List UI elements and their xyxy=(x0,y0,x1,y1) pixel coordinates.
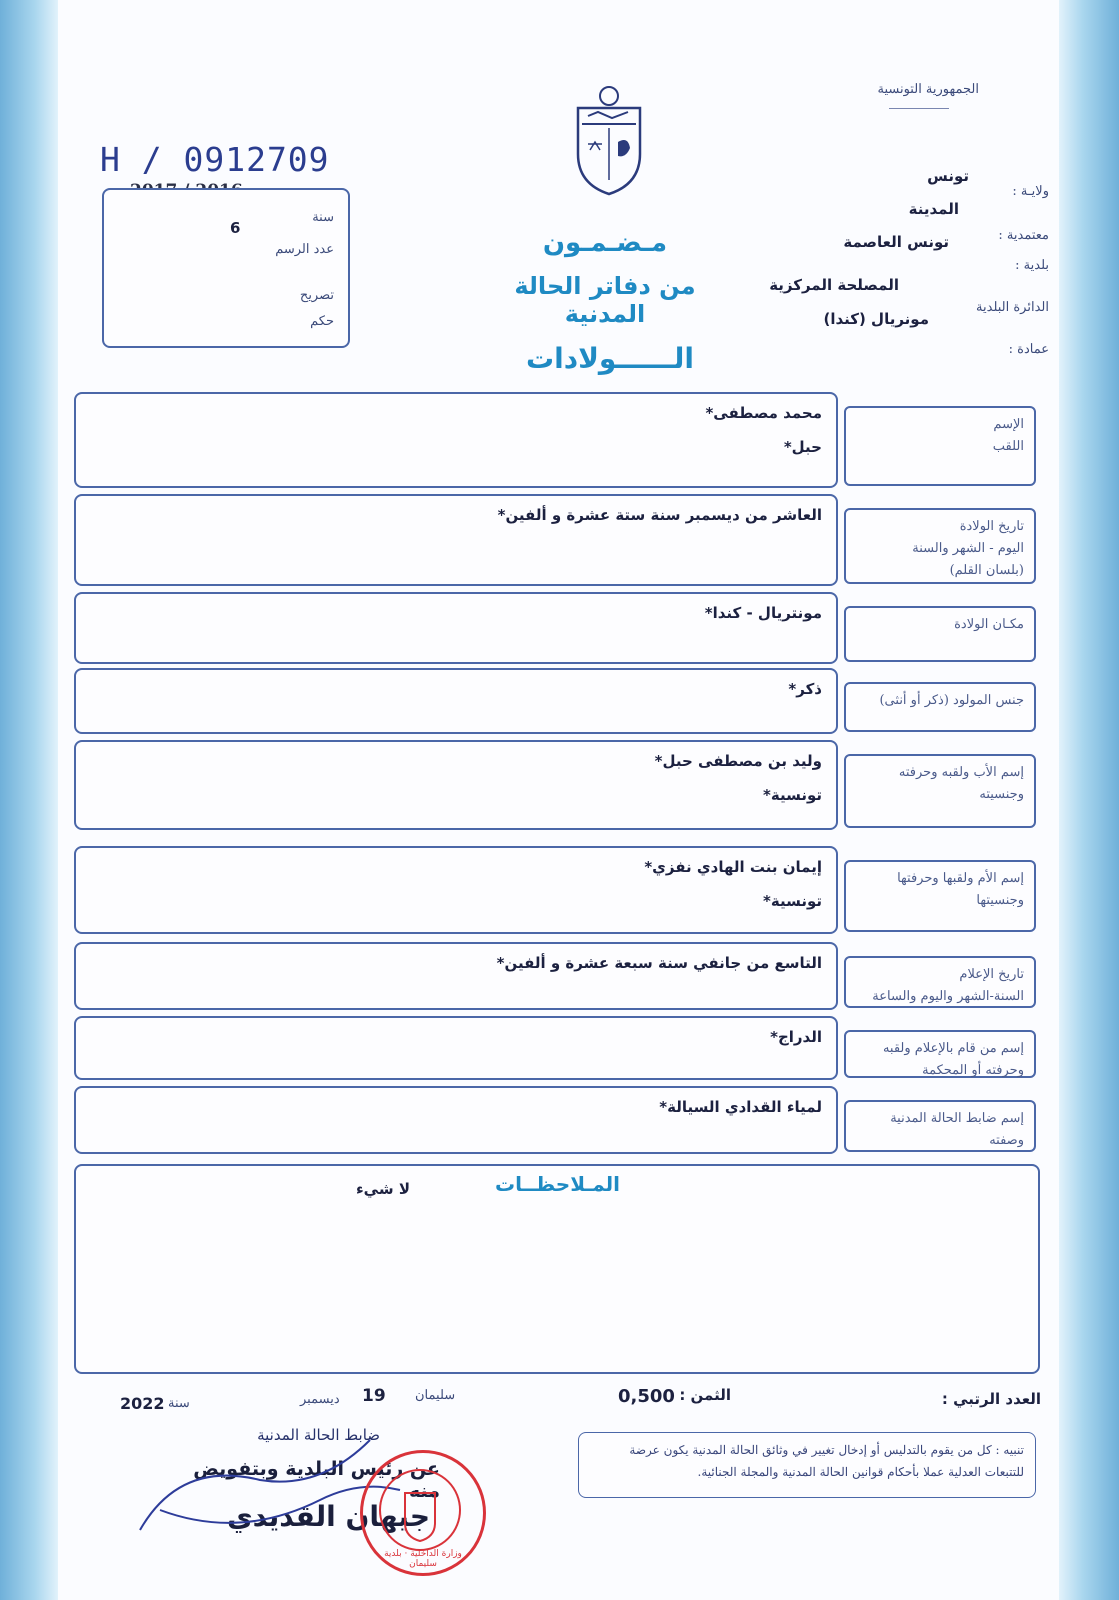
day-value: 19 xyxy=(362,1386,386,1406)
document-title-line1: مـضـمـون xyxy=(542,228,668,258)
row-value-box xyxy=(74,1086,838,1154)
row-value-text: العاشر من ديسمبر سنة ستة عشرة و ألفين* xyxy=(497,506,822,524)
state-value: تونس xyxy=(927,167,969,185)
row-value-text: إيمان بنت الهادي نفزي* xyxy=(644,858,822,876)
row-value-box xyxy=(74,592,838,664)
count-value: 6 xyxy=(230,219,241,237)
births-section-title: الــــــولادات xyxy=(525,342,695,375)
place-value: سليمان xyxy=(415,1388,456,1403)
row-label: مكـان الولادة xyxy=(844,606,1036,662)
tunisia-coat-of-arms-icon xyxy=(572,84,646,196)
municipality-label: بلدية : xyxy=(1015,258,1049,273)
year-value: 2022 xyxy=(120,1394,165,1413)
delegation-value: تونس العاصمة xyxy=(843,233,949,251)
district-label: الدائرة البلدية xyxy=(976,300,1049,315)
official-stamp xyxy=(360,1450,486,1576)
row-label: إسم ضابط الحالة المدنية وصفته xyxy=(844,1100,1036,1152)
row-value-text: لمياء القدادي السيالة* xyxy=(659,1098,822,1116)
signature-title: ضابط الحالة المدنية xyxy=(257,1426,380,1444)
row-value-text: مونتريال - كندا* xyxy=(704,604,822,622)
republic-label: الجمهورية التونسية xyxy=(877,82,979,97)
row-value-box xyxy=(74,942,838,1010)
row-value-text: حبل* xyxy=(783,438,822,456)
row-value-box xyxy=(74,668,838,734)
header-divider xyxy=(889,108,949,109)
month-value: ديسمبر xyxy=(300,1392,340,1407)
delegation-label: معتمدية : xyxy=(998,228,1049,243)
signature-name: جيهان القديدي xyxy=(226,1500,430,1533)
price-value: 0,500 xyxy=(618,1386,675,1407)
row-value-text: وليد بن مصطفى حبل* xyxy=(654,752,822,770)
count-label: عدد الرسم xyxy=(275,242,334,257)
row-label: تاريخ الإعلام السنة-الشهر واليوم والساعة xyxy=(844,956,1036,1008)
stamp-text: وزارة الداخلية · بلدية سليمان xyxy=(384,1549,462,1569)
judgment-label: حكم xyxy=(310,314,334,329)
signature-delegation: عن رئيس البلدية وبتفويض منه xyxy=(193,1458,440,1502)
omada-label: عمادة : xyxy=(1008,342,1049,357)
document-title-line2: من دفاتر الحالة المدنية xyxy=(514,272,696,328)
serial-number: H / 0912709 xyxy=(100,140,330,179)
year-label-footer: سنة xyxy=(168,1396,190,1411)
district-value: مونريال (كندا) xyxy=(823,310,929,328)
row-label: إسم الأم ولقبها وحرفتها وجنسيتها xyxy=(844,860,1036,932)
year-label: سنة xyxy=(312,210,334,225)
remarks-value: لا شيء xyxy=(356,1180,410,1198)
row-label: جنس المولود (ذكر أو أنثى) xyxy=(844,682,1036,732)
order-number-label: العدد الرتبي : xyxy=(941,1390,1041,1408)
state-label: ولايـة : xyxy=(1012,184,1049,199)
legal-notice: تنبيه : كل من يقوم بالتدليس أو إدخال تغيير في وثائق الحالة المدنية يكون عرضة للتتبعات العدلية عملا بأحكام قوانين الحالة المدنية والمجلة الجنائية. xyxy=(629,1443,1024,1479)
city-value: المدينة xyxy=(908,200,959,218)
central-service-value: المصلحة المركزية xyxy=(769,276,899,294)
row-value-text: تونسية* xyxy=(763,786,822,804)
row-value-text: تونسية* xyxy=(763,892,822,910)
row-value-text: التاسع من جانفي سنة سبعة عشرة و ألفين* xyxy=(496,954,822,972)
row-value-text: ذكر* xyxy=(788,680,822,698)
row-value-text: الدراج* xyxy=(770,1028,822,1046)
row-label: تاريخ الولادة اليوم - الشهر والسنة (بلسان القلم) xyxy=(844,508,1036,584)
row-label: الإسم اللقب xyxy=(844,406,1036,486)
right-decorative-border xyxy=(1059,0,1119,1600)
row-label: إسم من قام بالإعلام ولقبه وحرفته أو المحكمة xyxy=(844,1030,1036,1078)
price-label: الثمن : xyxy=(679,1386,731,1404)
declaration-label: تصريح xyxy=(299,288,334,303)
row-value-box xyxy=(74,1016,838,1080)
row-label: إسم الأب ولقبه وحرفته وجنسيته xyxy=(844,754,1036,828)
left-decorative-border xyxy=(0,0,58,1600)
row-value-text: محمد مصطفى* xyxy=(705,404,822,422)
remarks-label: المـلاحظــات xyxy=(495,1172,620,1196)
